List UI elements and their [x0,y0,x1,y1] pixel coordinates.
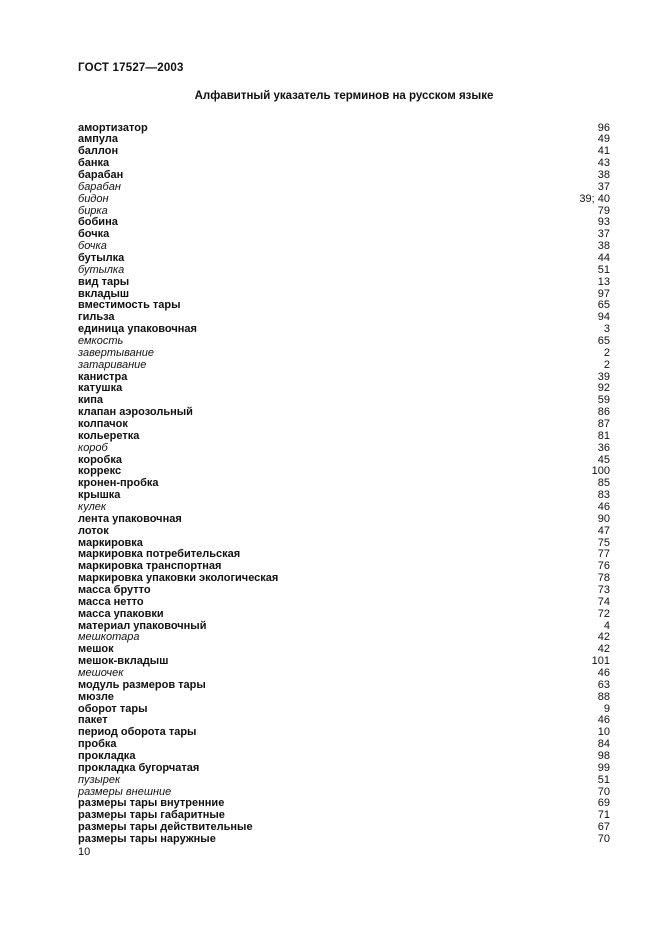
index-term: размеры тары наружные [78,833,216,846]
index-page-ref: 46 [597,667,610,680]
index-entry [78,609,610,621]
index-term: банка [78,157,110,170]
index-entry [78,490,610,502]
index-entry [78,692,610,704]
index-term: вкладыш [78,287,130,300]
index-term: катушка [78,382,123,395]
index-entry [78,194,610,206]
index-term: масса упаковки [78,607,164,620]
index-page-ref: 99 [597,761,610,774]
index-entry [78,419,610,431]
index-page-ref: 90 [597,512,610,525]
index-entry [78,241,610,253]
index-entry [78,182,610,194]
index-term: маркировка упаковки экологическая [78,572,279,585]
index-page-ref: 63 [597,678,610,691]
index-term: кронен-пробка [78,477,159,490]
index-page-ref: 39; 40 [579,192,610,205]
index-term: мешок [78,643,114,656]
index-page-ref: 81 [597,429,610,442]
index-page-ref: 37 [597,228,610,241]
index-page-ref: 97 [597,287,610,300]
index-page-ref: 9 [603,702,610,715]
index-term: кипа [78,394,104,407]
index-entry [78,739,610,751]
index-page-ref: 2 [603,358,610,371]
index-page-ref: 86 [597,406,610,419]
index-title: Алфавитный указатель терминов на русском языке [194,90,494,102]
index-term: канистра [78,370,128,383]
index-entry [78,763,610,775]
index-page-ref: 45 [597,453,610,466]
index-page-ref: 85 [597,477,610,490]
index-entry [78,632,610,644]
index-term: пробка [78,738,117,751]
index-term: короб [78,441,108,454]
index-term: емкость [78,334,124,347]
index-term: колпачок [78,417,128,430]
index-page-ref: 79 [597,204,610,217]
index-term: амортизатор [78,121,148,134]
index-page-ref: 74 [597,595,610,608]
index-term: бутылка [78,251,125,264]
index-page-ref: 71 [597,809,610,822]
index-entry [78,324,610,336]
index-page-ref: 70 [597,833,610,846]
index-term: коробка [78,453,122,466]
index-page-ref: 87 [597,417,610,430]
index-term: бидон [78,192,109,205]
index-page-ref: 84 [597,738,610,751]
index-term: бирка [78,204,108,217]
index-term: клапан аэрозольный [78,406,193,419]
index-entry [78,573,610,585]
index-page-ref: 94 [597,311,610,324]
index-entry [78,146,610,158]
index-term: вид тары [78,275,130,288]
index-term: пакет [78,714,108,727]
index-page-ref: 39 [597,370,610,383]
index-page-ref: 51 [597,773,610,786]
index-term: затаривание [78,358,147,371]
index-entry [78,431,610,443]
index-term: пузырек [78,773,121,786]
index-page-ref: 100 [591,465,610,478]
index-entry [78,217,610,229]
index-term: прокладка бугорчатая [78,761,200,774]
index-term: гильза [78,311,115,324]
index-entry [78,300,610,312]
index-entry [78,253,610,265]
index-page-ref: 36 [597,441,610,454]
index-page-ref: 38 [597,240,610,253]
index-entry [78,478,610,490]
index-term: лента упаковочная [78,512,182,525]
index-page-ref: 13 [597,275,610,288]
index-page-ref: 76 [597,560,610,573]
index-entry [78,526,610,538]
index-page-ref: 4 [603,619,610,632]
index-page-ref: 51 [597,263,610,276]
index-entry [78,123,610,135]
index-page-ref: 73 [597,584,610,597]
index-page-ref: 93 [597,216,610,229]
index-entry [78,597,610,609]
page-number: 10 [78,846,91,858]
index-term: бочка [78,240,107,253]
standard-designation: ГОСТ 17527—2003 [78,62,184,74]
index-term: оборот тары [78,702,148,715]
index-term: маркировка [78,536,143,549]
index-page-ref: 101 [591,655,610,668]
index-entry [78,229,610,241]
index-term: размеры тары габаритные [78,809,225,822]
index-page-ref: 42 [597,631,610,644]
index-term: лоток [78,524,109,537]
index-page-ref: 75 [597,536,610,549]
index-entry [78,680,610,692]
index-entry [78,407,610,419]
index-page-ref: 38 [597,168,610,181]
index-term: маркировка транспортная [78,560,222,573]
index-term: барабан [78,180,121,193]
index-page-ref: 69 [597,797,610,810]
index-page-ref: 77 [597,548,610,561]
index-term: кулек [78,501,107,513]
index-term: завертывание [78,346,155,359]
index-entry [78,277,610,289]
index-page-ref: 46 [597,714,610,727]
index-term: модуль размеров тары [78,678,206,691]
index-term: размеры тары внутренние [78,797,225,810]
index-page-ref: 49 [597,133,610,146]
index-page-ref: 88 [597,690,610,703]
index-term: период оборота тары [78,726,197,739]
index-entry [78,134,610,146]
index-entry [78,265,610,277]
index-page-ref: 43 [597,157,610,170]
index-page-ref: 46 [597,501,610,513]
index-term: кольеретка [78,429,140,442]
index-page-ref: 37 [597,180,610,193]
index-entry [78,383,610,395]
index-entry [78,360,610,372]
index-entry [78,621,610,633]
index-entry [78,455,610,467]
index-term: бочка [78,228,110,241]
index-entry [78,775,610,787]
index-term: прокладка [78,750,136,763]
index-entry [78,372,610,384]
index-page-ref: 65 [597,334,610,347]
index-page-ref: 67 [597,821,610,834]
index-entry [78,443,610,455]
index-term: материал упаковочный [78,619,207,632]
index-term: баллон [78,145,119,158]
index-term: маркировка потребительская [78,548,241,561]
index-page-ref: 98 [597,750,610,763]
index-page-ref: 96 [597,121,610,134]
index-term: мюзле [78,690,114,703]
index-page-ref: 3 [603,323,610,336]
index-list [78,123,610,846]
index-page-ref: 72 [597,607,610,620]
index-entry [78,704,610,716]
index-entry [78,206,610,218]
index-page-ref: 65 [597,299,610,312]
index-entry [78,170,610,182]
index-page-ref: 78 [597,572,610,585]
index-term: бобина [78,216,118,229]
index-term: бутылка [78,263,125,276]
index-entry [78,727,610,739]
index-entry [78,585,610,597]
index-term: мешкотара [78,631,140,644]
index-page-ref: 92 [597,382,610,395]
index-entry [78,514,610,526]
index-page-ref: 2 [603,346,610,359]
index-page-ref: 41 [597,145,610,158]
index-entry [78,656,610,668]
index-entry [78,336,610,348]
index-term: мешок-вкладыш [78,655,169,668]
index-entry [78,834,610,846]
index-term: размеры внешние [78,785,172,798]
index-term: вместимость тары [78,299,181,312]
index-term: масса нетто [78,595,144,608]
index-page-ref: 59 [597,394,610,407]
index-page-ref: 83 [597,489,610,502]
index-term: размеры тары действительные [78,821,253,834]
index-entry [78,348,610,360]
index-term: барабан [78,168,124,181]
index-page-ref: 42 [597,643,610,656]
index-term: крышка [78,489,121,502]
index-term: коррекс [78,465,122,478]
index-page-ref: 44 [597,251,610,264]
index-entry [78,158,610,170]
index-term: единица упаковочная [78,323,197,336]
index-term: ампула [78,133,118,146]
index-term: масса брутто [78,584,151,597]
index-term: мешочек [78,667,124,680]
index-page-ref: 47 [597,524,610,537]
index-page-ref: 10 [597,726,610,739]
index-page-ref: 70 [597,785,610,798]
